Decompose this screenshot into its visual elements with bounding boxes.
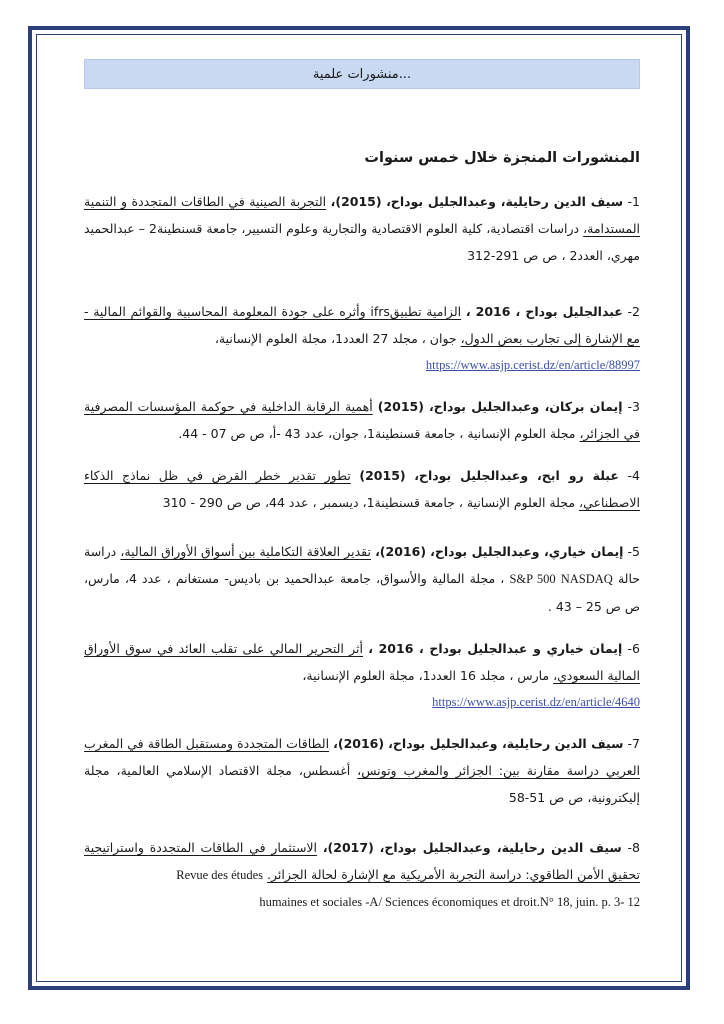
pub-details: مجلة العلوم الإنسانية ، جامعة قسنطينة1، ديسمبر ، عدد 44، ص ص 290 - 310 <box>162 495 576 510</box>
pub-journal-name: Revue des études <box>176 868 264 882</box>
pub-details: دراسات اقتصادية، كلية العلوم الاقتصادية والتجارية وعلوم التسيير، جامعة قسنطينة2 – عبدالحميد مهري، العدد2 ، ص ص 291-312 <box>84 221 640 263</box>
pub-authors: سيف الدين رحايلية، وعبدالجليل بوداح، <box>379 840 622 855</box>
pub-authors: إيمان بركان، وعبدالجليل بوداح، <box>428 399 623 414</box>
pub-details-continued: ، مجلة المالية والأسواق، جامعة عبدالحميد بن باديس- مستغانم ، عدد 4، مارس، ص ص 25 – 43 . <box>84 571 640 614</box>
pub-index-nasdaq: NASDAQ <box>560 572 613 586</box>
pub-number: 2- <box>627 304 640 319</box>
pub-journal-details: humaines et sociales -A/ Sciences économiques et droit.N° 18, juin. p. 3- 12 <box>259 895 640 909</box>
pub-link[interactable]: https://www.asjp.cerist.dz/en/article/88997 <box>425 358 640 372</box>
pub-authors: سيف الدين رحايلية، وعبدالجليل بوداح، <box>386 194 624 209</box>
pub-authors: إيمان خياري، وعبدالجليل بوداح، <box>430 544 624 559</box>
pub-year: (2016)، <box>375 544 427 559</box>
pub-title: التجربة الصينية في الطاقات المتجددة و التنمية المستدامة، <box>84 194 641 236</box>
page-heading: المنشورات المنجزة خلال خمس سنوات <box>364 150 640 166</box>
pub-number: 7- <box>627 736 640 751</box>
pub-year: (2016)، <box>333 736 385 751</box>
pub-title: تطور تقدير خطر القرض في ظل نماذج الذكاء الاصطناعي، <box>84 468 640 510</box>
pub-number: 5- <box>627 544 640 559</box>
pub-year: (2017)، <box>322 840 374 855</box>
publication-item-1 <box>84 188 640 269</box>
pub-title: الاستثمار في الطاقات المتجددة واستراتيجية تحقيق الأمن الطاقوي: دراسة التجربة الأمريكية مع الإشارة لحالة الجزائر. <box>84 840 640 882</box>
pub-year: (2015) <box>377 399 424 414</box>
publication-item-8 <box>84 834 640 916</box>
pub-title: أهمية الرقابة الداخلية في حوكمة المؤسسات المصرفية في الجزائر، <box>84 399 640 441</box>
pub-details: جوان ، مجلد 27 العدد1، مجلة العلوم الإنسانية، <box>214 331 457 346</box>
publication-item-7 <box>84 730 640 811</box>
publication-item-3 <box>84 393 640 447</box>
pub-number: 4- <box>627 468 640 483</box>
publication-item-2 <box>84 298 640 379</box>
pub-year: (2015) <box>359 468 406 483</box>
pub-number: 8- <box>627 840 640 855</box>
pub-year: (2015)، <box>330 194 382 209</box>
pub-authors: عبدالجليل بوداح ، 2016 ، <box>465 304 623 319</box>
pub-title: الزامية تطبيقifrs وأثره على جودة المعلومة المحاسبية والقوائم المالية - مع الإشارة إلى تجارب بعض الدول، <box>84 304 640 346</box>
publication-item-4 <box>84 462 640 516</box>
pub-title: الطاقات المتجددة ومستقبل الطاقة في المغرب العربي دراسة مقارنة بين: الجزائر والمغرب وتونس، <box>84 736 640 778</box>
pub-authors: عبلة رو ابح، وعبدالجليل بوداح، <box>414 468 619 483</box>
pub-authors: سيف الدين رحايلية، وعبدالجليل بوداح، <box>388 736 624 751</box>
pub-number: 3- <box>627 399 640 414</box>
pub-title: أثر التحرير المالي على تقلب العائد في سوق الأوراق المالية السعودي، <box>84 641 640 683</box>
pub-details: دراسة حالة <box>84 544 640 586</box>
pub-link[interactable]: https://www.asjp.cerist.dz/en/article/4640 <box>432 695 640 709</box>
pub-details: مجلة العلوم الإنسانية ، جامعة قسنطينة1، جوان، عدد 43 -أ، ص ص 07 - 44. <box>178 426 576 441</box>
pub-title: تقدير العلاقة التكاملية بين أسواق الأوراق المالية، <box>120 544 371 559</box>
publication-item-5 <box>84 538 640 620</box>
pub-details: مارس ، مجلد 16 العدد1، مجلة العلوم الإنسانية، <box>302 668 550 683</box>
pub-number: 6- <box>627 641 640 656</box>
publication-item-6 <box>84 635 640 716</box>
pub-details: أغسطس، مجلة الاقتصاد الإسلامي العالمية، مجلة إليكترونية، ص ص 51-58 <box>84 763 640 805</box>
pub-number: 1- <box>627 194 640 209</box>
pub-authors: إيمان خياري و عبدالجليل بوداح ، 2016 ، <box>368 641 623 656</box>
section-header-title: ...منشورات علمية <box>312 66 412 82</box>
section-header <box>84 59 640 89</box>
pub-index-sp500: S&P 500 <box>509 572 556 586</box>
